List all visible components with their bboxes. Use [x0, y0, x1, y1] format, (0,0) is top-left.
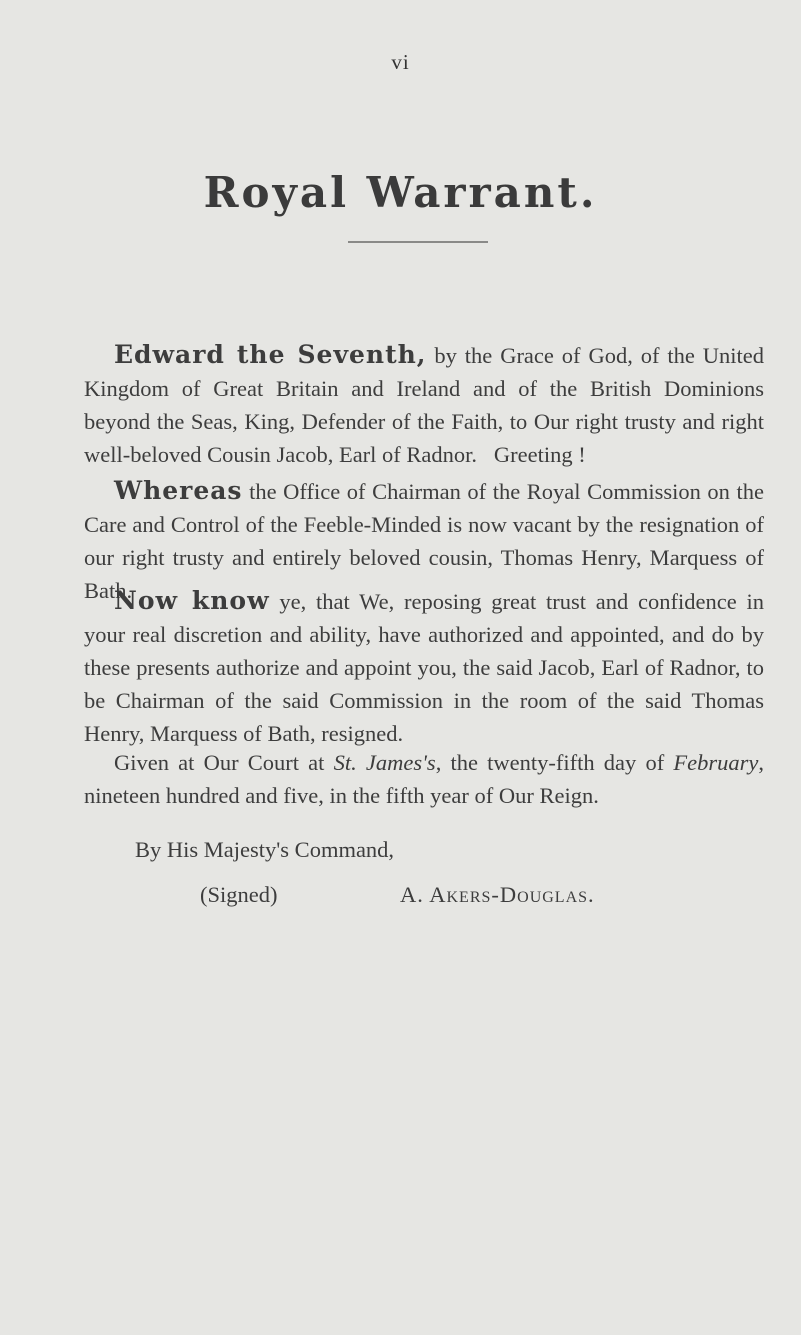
- given-paragraph: [84, 746, 764, 812]
- given-before: Given at Our Court at: [114, 750, 334, 775]
- given-place: St. James's: [333, 750, 436, 775]
- now-know-lead: Now know: [114, 586, 270, 615]
- page-title: Royal Warrant.: [203, 168, 598, 217]
- salutation-text: by the Grace of God, of the United Kingdom of Great Britain and Ireland and of the British Dominions beyond the Seas, King, Defender of the Faith, to Our right trusty and right well-beloved Cousin Jacob, Earl of Radnor.: [84, 343, 764, 467]
- given-middle: , the twenty-fifth day of: [435, 750, 674, 775]
- whereas-text: the Office of Chairman of the Royal Commission on the Care and Control of the Feeble-Minded is now vacant by the resignation of our right trusty and entirely beloved cousin, Thomas Henry, Marquess of Bath.: [84, 479, 764, 603]
- signer-name: A. Akers-Douglas.: [400, 882, 595, 907]
- whereas-lead: Whereas: [114, 476, 243, 505]
- given-after: , nineteen hundred and five, in the fifth year of Our Reign.: [84, 750, 764, 808]
- salutation-paragraph: [84, 338, 764, 471]
- greeting: Greeting !: [493, 442, 586, 467]
- now-know-text: ye, that We, reposing great trust and confidence in your real discretion and ability, have authorized and appointed, and do by these presents authorize and appoint you, the said Jacob, Earl of Radnor, to be Chairman of the said Commission in the room of the said Thomas Henry, Marquess of Bath, resigned.: [84, 589, 764, 746]
- salutation-lead: Edward the Seventh,: [114, 340, 427, 369]
- command-line: By His Majesty's Command,: [135, 837, 395, 862]
- page-number: vi: [391, 50, 410, 74]
- title-divider: [348, 241, 488, 243]
- given-month: February: [673, 750, 759, 775]
- signed-label: (Signed): [200, 882, 278, 907]
- now-know-paragraph: [84, 584, 764, 750]
